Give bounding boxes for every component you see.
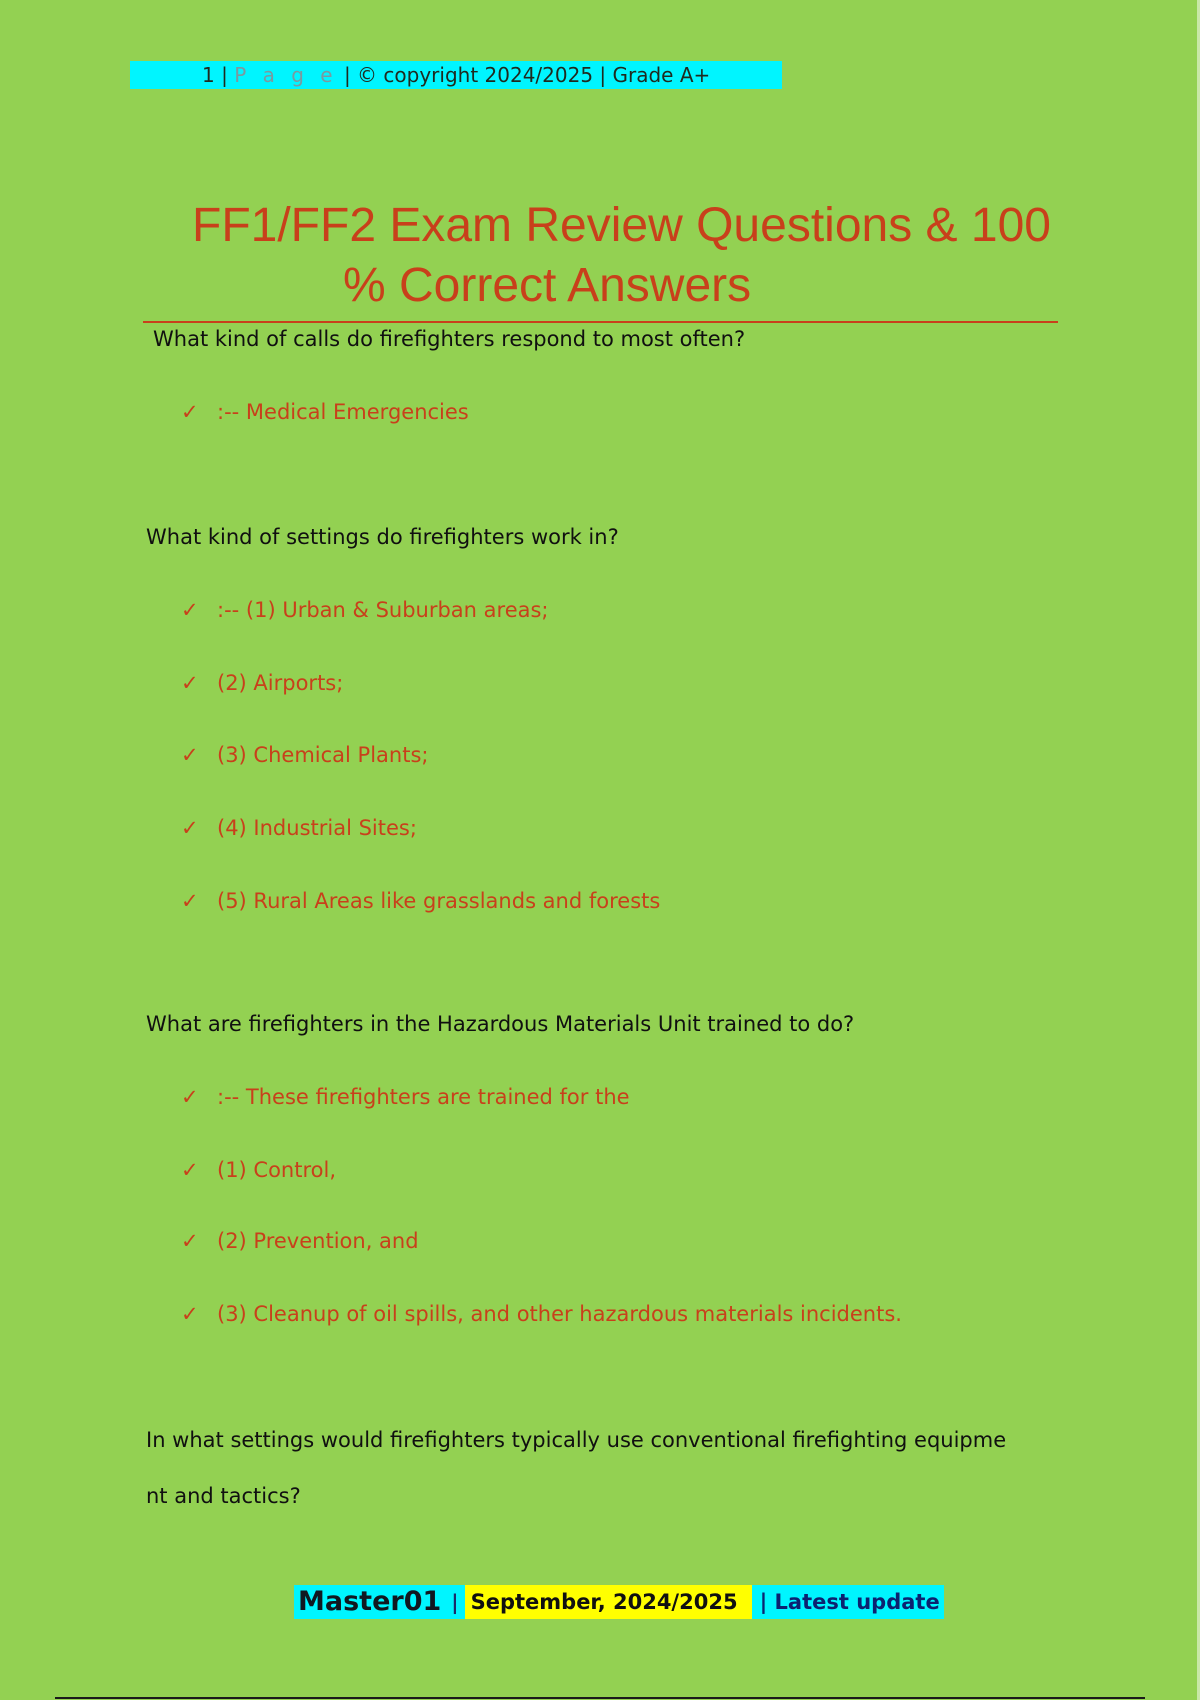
checkmark-icon: ✓ (181, 1302, 199, 1326)
question-4-line-1: In what settings would firefighters typically use conventional firefighting equipme (146, 1428, 1007, 1452)
page-header (130, 61, 782, 89)
question-3: What are firefighters in the Hazardous Materials Unit trained to do? (146, 1012, 855, 1036)
page-number: 1 (202, 63, 215, 87)
answer-item (181, 400, 469, 424)
question-1: What kind of calls do firefighters respond to most often? (153, 327, 746, 351)
header-divider: | (221, 63, 235, 87)
title-underline (143, 321, 1058, 323)
checkmark-icon: ✓ (181, 1229, 199, 1253)
footer-update: | Latest update (752, 1585, 944, 1619)
answer-item (181, 598, 549, 622)
bottom-divider (55, 1697, 1145, 1699)
header-copyright: | © copyright 2024/2025 | Grade A+ (343, 63, 711, 87)
answer-item (181, 1229, 419, 1253)
checkmark-icon: ✓ (181, 1158, 199, 1182)
answer-item (181, 743, 428, 767)
answer-text: (1) Control, (217, 1158, 337, 1182)
answer-item (181, 1302, 902, 1326)
answer-text: (3) Chemical Plants; (217, 743, 429, 767)
answer-text: (5) Rural Areas like grasslands and forests (217, 889, 661, 913)
title-line-2: % Correct Answers (343, 259, 752, 312)
checkmark-icon: ✓ (181, 671, 199, 695)
checkmark-icon: ✓ (181, 889, 199, 913)
answer-item (181, 1085, 630, 1109)
footer-author: Master01 (294, 1585, 445, 1619)
answer-item (181, 816, 417, 840)
answer-text: (2) Prevention, and (217, 1229, 419, 1253)
checkmark-icon: ✓ (181, 598, 199, 622)
title-line-1: FF1/FF2 Exam Review Questions & 100 (192, 199, 1051, 252)
answer-item (181, 671, 343, 695)
page-word: P a g e (234, 63, 338, 87)
answer-text: :-- (1) Urban & Suburban areas; (217, 598, 549, 622)
page-footer (294, 1585, 944, 1619)
checkmark-icon: ✓ (181, 1085, 199, 1109)
answer-text: (3) Cleanup of oil spills, and other hazardous materials incidents. (217, 1302, 902, 1326)
question-2: What kind of settings do firefighters work in? (146, 525, 619, 549)
answer-text: :-- These firefighters are trained for the (217, 1085, 630, 1109)
document-title (0, 196, 1200, 316)
answer-text: (2) Airports; (217, 671, 344, 695)
answer-text: (4) Industrial Sites; (217, 816, 417, 840)
answer-item (181, 889, 660, 913)
checkmark-icon: ✓ (181, 816, 199, 840)
footer-separator: | (445, 1585, 464, 1619)
checkmark-icon: ✓ (181, 400, 199, 424)
checkmark-icon: ✓ (181, 743, 199, 767)
footer-date: September, 2024/2025 (465, 1585, 752, 1619)
answer-item (181, 1158, 336, 1182)
answer-text: :-- Medical Emergencies (217, 400, 469, 424)
question-4-line-2: nt and tactics? (146, 1484, 301, 1508)
